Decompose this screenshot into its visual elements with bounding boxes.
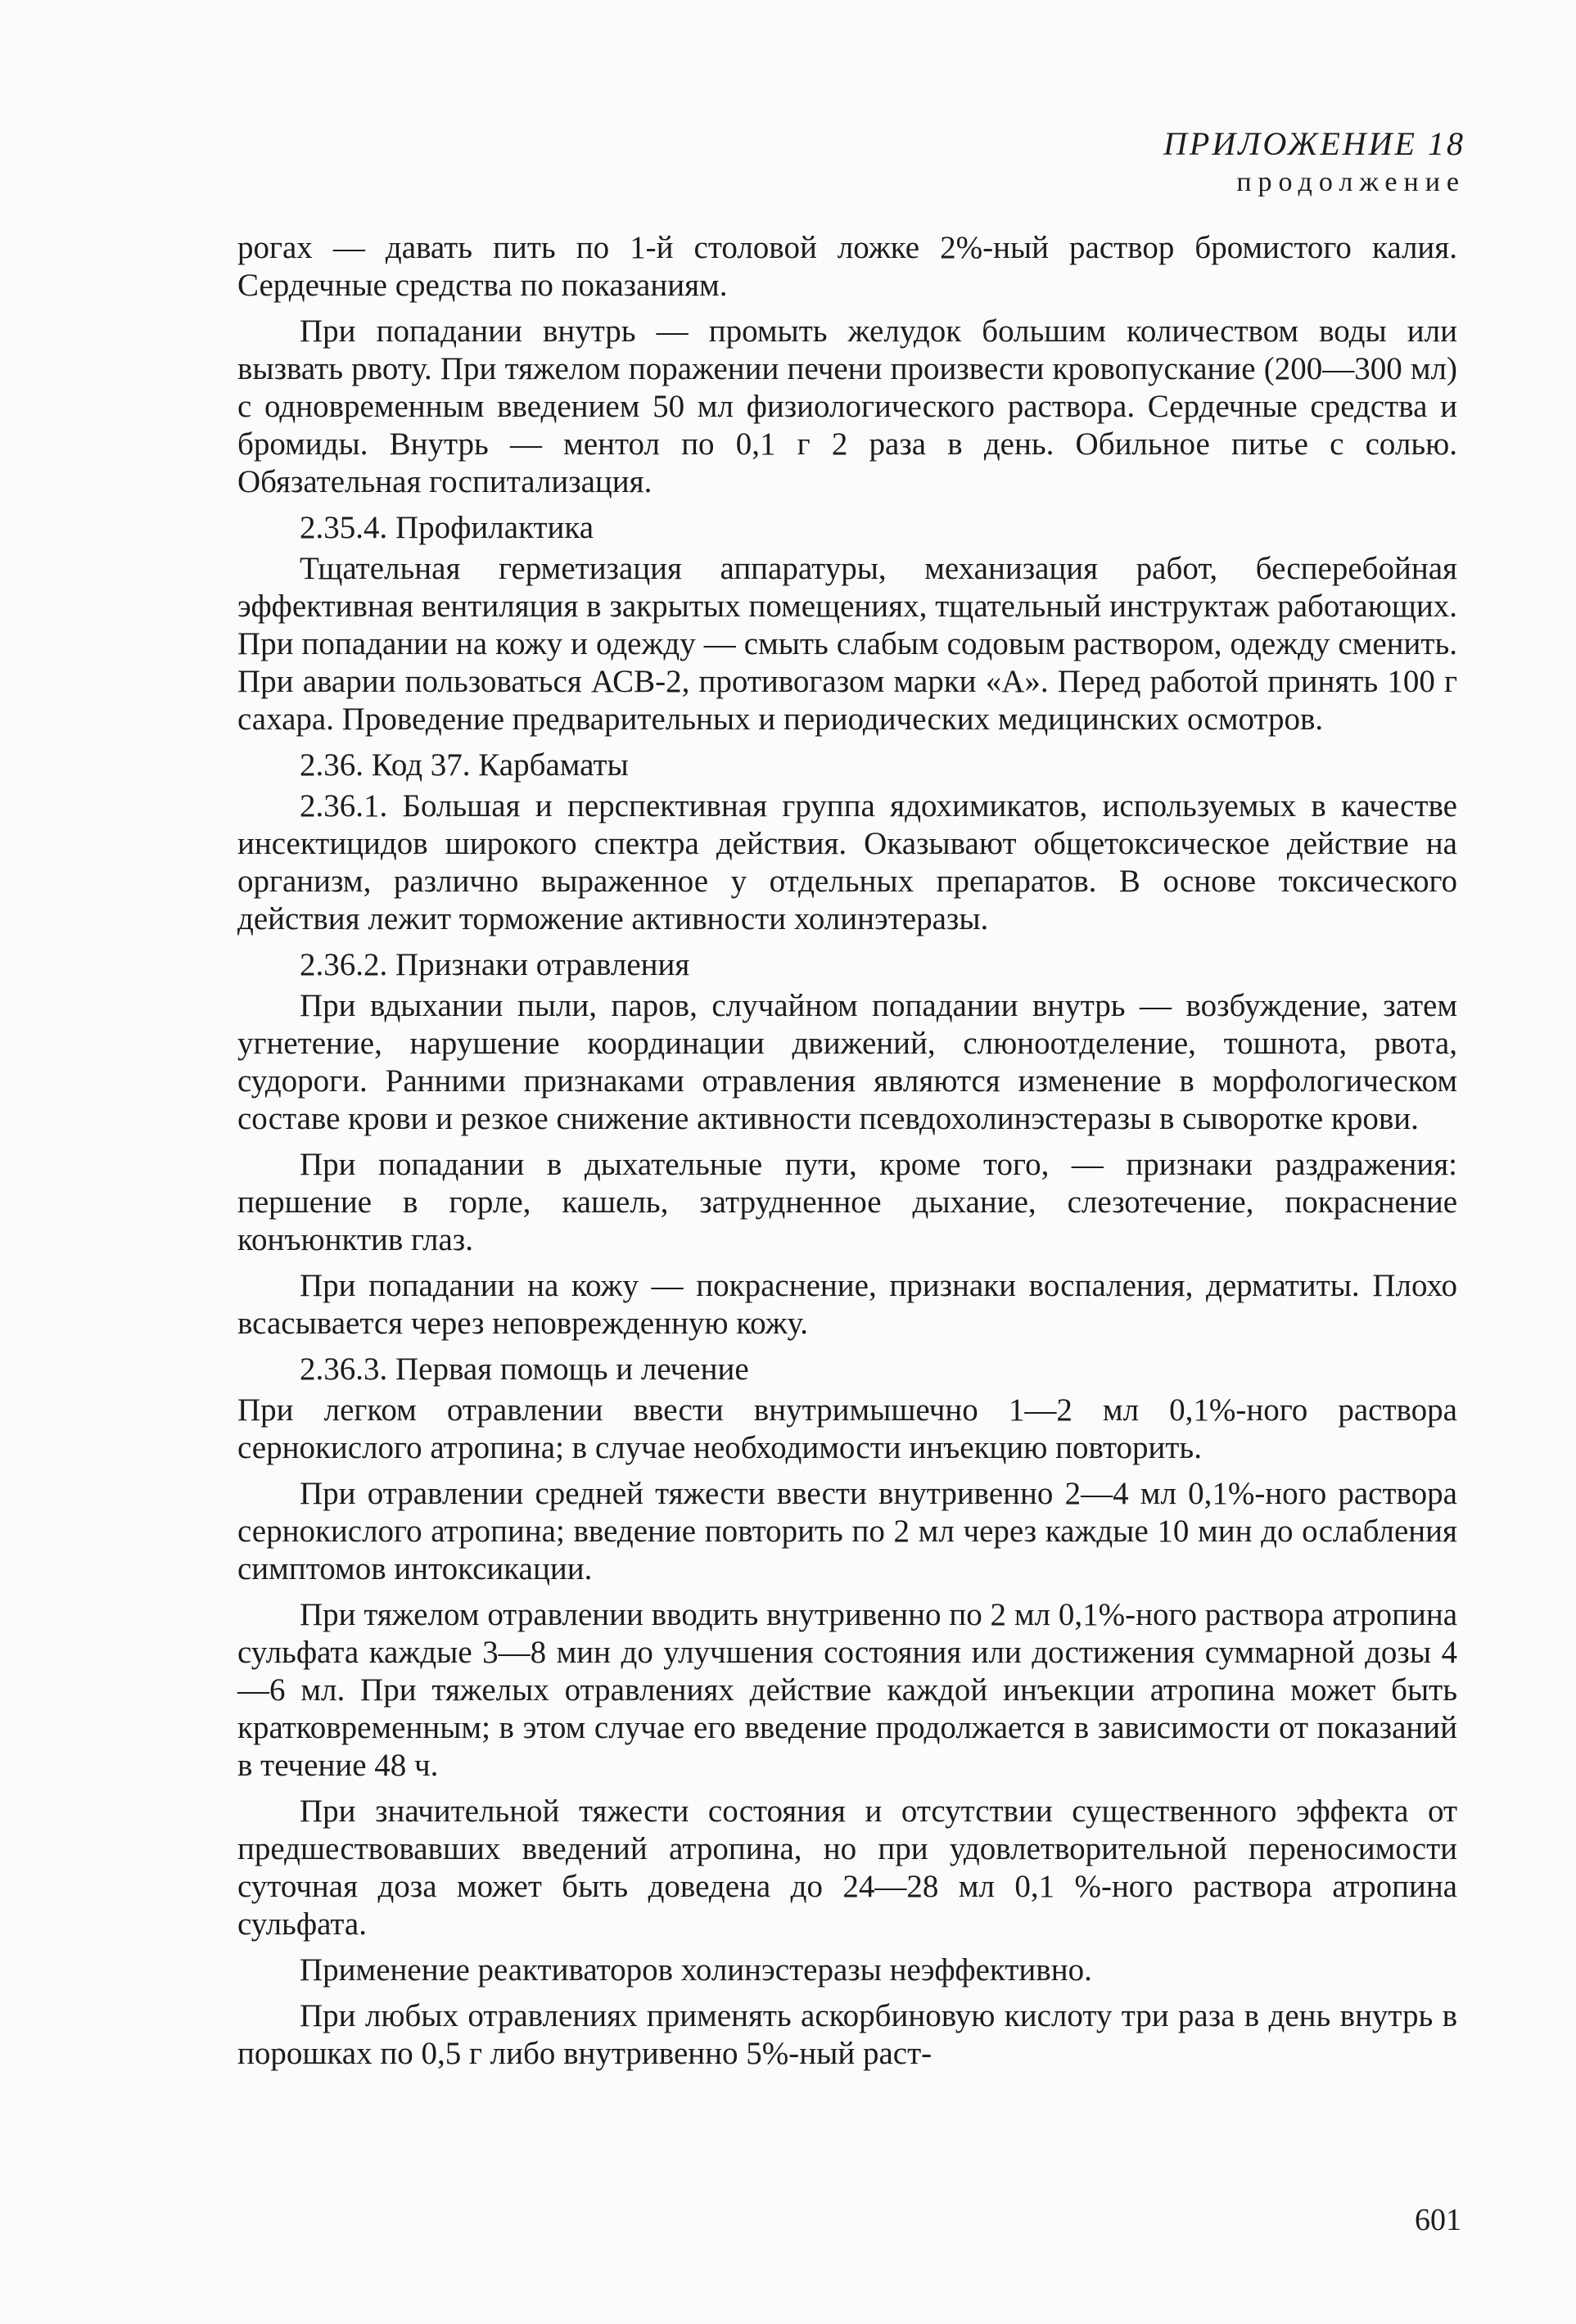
paragraph-severe-state: При значительной тяжести состояния и отсутствии существенного эффекта от предшествовавших введений атропина, но при удовлетворительной переносимости суточная доза может быть доведена до 24—28 мл 0,1 %-ного раствора атропина сульфата. <box>237 1794 1457 1942</box>
paragraph-signs-skin: При попадании на кожу — покраснение, признаки воспаления, дерматиты. Плохо всасывается через неповрежденную кожу. <box>237 1268 1457 1341</box>
section-heading-prophylaxis: 2.35.4. Профилактика <box>300 510 594 545</box>
paragraph-prophylaxis: Тщательная герметизация аппаратуры, механизация работ, бесперебойная эффективная вентиляция в закрытых помещениях, тщательный инструктаж работающих. При попадании на кожу и одежду — смыть слабым содовым раствором, одежду сменить. При аварии пользоваться АСВ-2, противогазом марки «А». Перед работой принять 100 г сахара. Проведение предварительных и периодических медицинских осмотров. <box>237 551 1457 737</box>
paragraph-ascorbic-acid: При любых отравлениях применять аскорбиновую кислоту три раза в день внутрь в порошках по 0,5 г либо внутривенно 5%-ный раст- <box>237 1998 1457 2071</box>
body-text <box>237 229 1457 2081</box>
paragraph-moderate-poisoning: При отравлении средней тяжести ввести внутривенно 2—4 мл 0,1%-ного раствора сернокислого атропина; введение повторить по 2 мл через каждые 10 мин до ослабления симптомов интоксикации. <box>237 1476 1457 1586</box>
paragraph-ingestion-treatment: При попадании внутрь — промыть желудок большим количеством воды или вызвать рвоту. При тяжелом поражении печени произвести кровопускание (200—300 мл) с одновременным введением 50 мл физиологического раствора. Сердечные средства и бромиды. Внутрь — ментол по 0,1 г 2 раза в день. Обильное питье с солью. Обязательная госпитализация. <box>237 314 1457 499</box>
paragraph-continuation: рогах — давать пить по 1-й столовой ложке 2%-ный раствор бромистого калия. Сердечные средства по показаниям. <box>237 230 1457 303</box>
page-number: 601 <box>1415 2203 1461 2237</box>
page-header <box>1163 123 1465 200</box>
paragraph-reactivators: Применение реактиваторов холинэстеразы неэффективно. <box>300 1952 1092 1988</box>
appendix-title: ПРИЛОЖЕНИЕ 18 <box>1163 125 1465 162</box>
paragraph-mild-poisoning: При легком отравлении ввести внутримышечно 1—2 мл 0,1%-ного раствора сернокислого атропина; в случае необходимости инъекцию повторить. <box>237 1392 1457 1465</box>
paragraph-signs-inhalation: При вдыхании пыли, паров, случайном попадании внутрь — возбуждение, затем угнетение, нарушение координации движений, слюноотделение, тошнота, рвота, судороги. Ранними признаками отравления являются изменение в морфологическом составе крови и резкое снижение активности псевдохолинэстеразы в сыворотке крови. <box>237 988 1457 1136</box>
paragraph-carbamates-general: 2.36.1. Большая и перспективная группа ядохимикатов, используемых в качестве инсектицидов широкого спектра действия. Оказывают общетоксическое действие на организм, различно выраженное у отдельных препаратов. В основе токсического действия лежит торможение активности холинэтеразы. <box>237 788 1457 936</box>
section-heading-first-aid: 2.36.3. Первая помощь и лечение <box>300 1352 749 1387</box>
paragraph-severe-poisoning: При тяжелом отравлении вводить внутривенно по 2 мл 0,1%-ного раствора атропина сульфата каждые 3—8 мин до улучшения состояния или достижения суммарной дозы 4—6 мл. При тяжелых отравлениях действие каждой инъекции атропина может быть кратковременным; в этом случае его введение продолжается в зависимости от показаний в течение 48 ч. <box>237 1597 1457 1783</box>
section-heading-poisoning-signs: 2.36.2. Признаки отравления <box>300 947 690 982</box>
section-heading-carbamates: 2.36. Код 37. Карбаматы <box>300 747 629 783</box>
paragraph-signs-respiratory: При попадании в дыхательные пути, кроме того, — признаки раздражения: першение в горле, кашель, затрудненное дыхание, слезотечение, покраснение конъюнктив глаз. <box>237 1147 1457 1257</box>
continuation-label: продолжение <box>1236 167 1465 197</box>
